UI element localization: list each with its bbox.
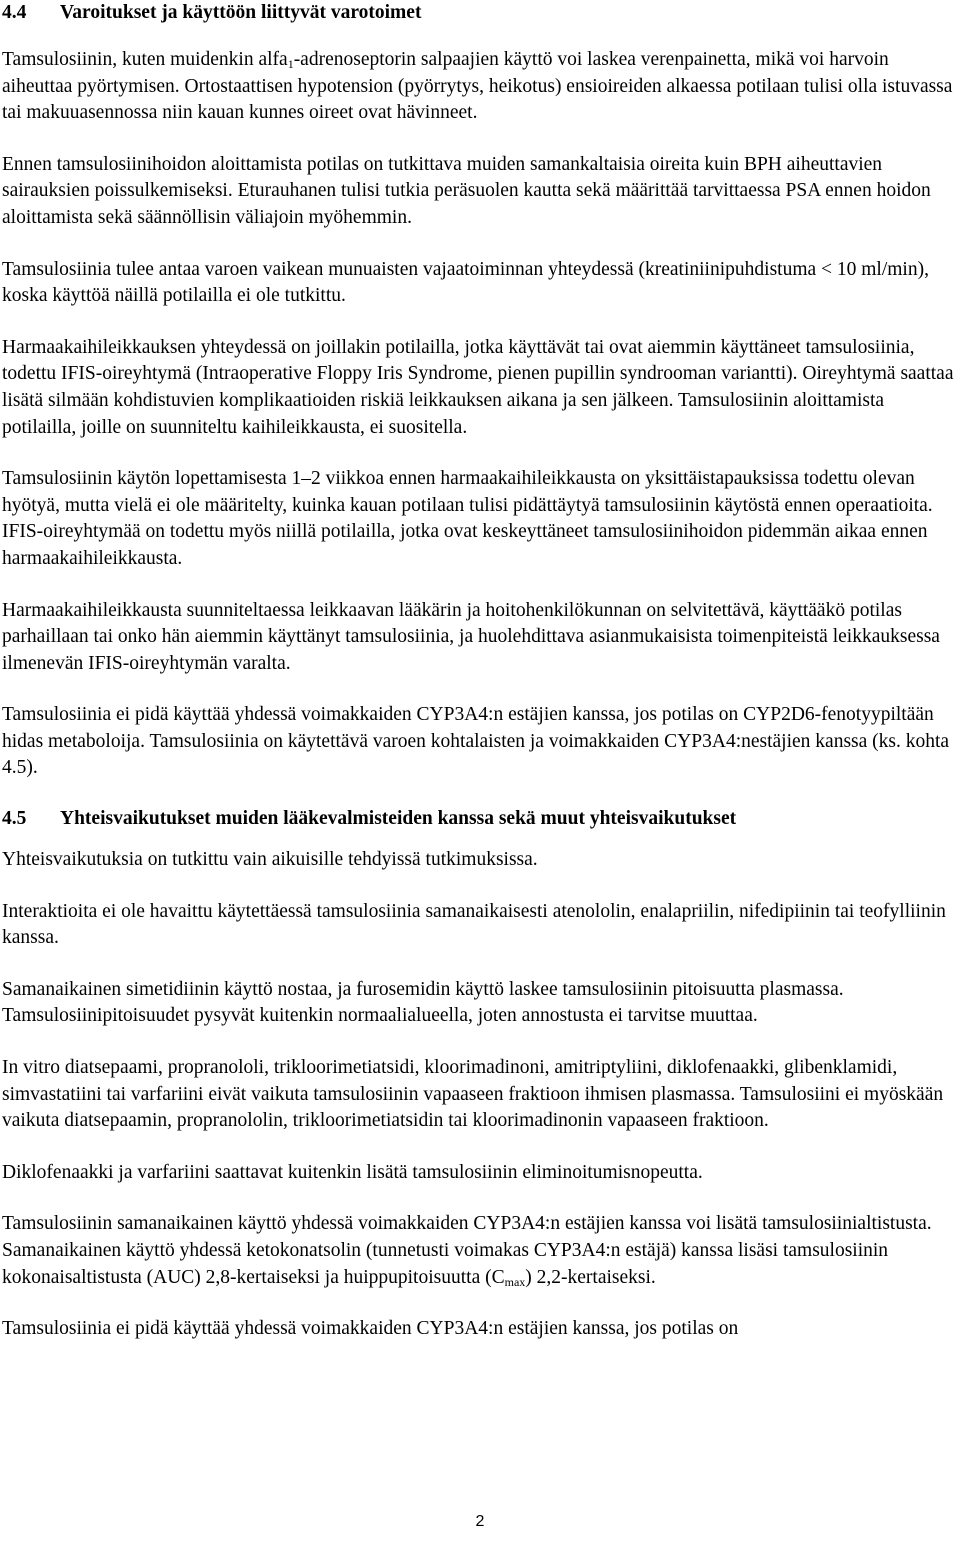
- section-heading-4-5: [2, 806, 960, 832]
- section-title: Yhteisvaikutukset muiden lääkevalmisteiden kanssa sekä muut yhteisvaikutukset: [60, 808, 737, 830]
- paragraph: Tamsulosiinia tulee antaa varoen vaikean munuaisten vajaatoiminnan yhteydessä (kreatiniinipuhdistuma < 10 ml/min), koska käyttöä näillä potilailla ei ole tutkittu.: [2, 258, 929, 307]
- paragraph-text: ) 2,2-kertaiseksi.: [525, 1266, 656, 1288]
- paragraph: In vitro diatsepaami, propranololi, trikloorimetiatsidi, kloorimadinoni, amitriptyliini, diklofenaakki, glibenklamidi, simvastatiini tai varfariini eivät vaikuta tamsulosiinin vapaaseen fraktioon ihmisen plasmassa. Tamsulosiini ei myöskään vaikuta diatsepaamin, propranololin, trikloorimetiatsidin tai kloorimadinonin vapaaseen fraktioon.: [2, 1057, 944, 1132]
- paragraph: Tamsulosiinia ei pidä käyttää yhdessä voimakkaiden CYP3A4:n estäjien kanssa, jos potilas on CYP2D6-fenotyypiltään hidas metaboloija. Tamsulosiinia on käytettävä varoen kohtalaisten ja voimakkaiden CYP3A4:nestäjien kanssa (ks. kohta 4.5).: [2, 704, 950, 779]
- paragraph-text: Tamsulosiinin, kuten muidenkin alfa: [2, 49, 288, 70]
- paragraph: Yhteisvaikutuksia on tutkittu vain aikuisille tehdyissä tutkimuksissa.: [2, 849, 538, 871]
- paragraph: Harmaakaihileikkausta suunniteltaessa leikkaavan lääkärin ja hoitohenkilökunnan on selvitettävä, käyttääkö potilas parhaillaan tai onko hän aiemmin käyttänyt tamsulosiinia, ja huolehdittava asianmukaisista toimenpiteistä leikkauksessa ilmenevän IFIS-oireyhtymän varalta.: [2, 599, 940, 674]
- section-heading-4-4: [2, 0, 960, 26]
- section-number: 4.4: [2, 2, 27, 23]
- paragraph: Tamsulosiinin käytön lopettamisesta 1–2 viikkoa ennen harmaakaihileikkausta on yksittäistapauksissa todettu olevan hyötyä, mutta vielä ei ole määritelty, kuinka kauan potilaan tulisi pidättäytyä tamsulosiinin käytöstä ennen operaatioita. IFIS-oireyhtymää on todettu myös niillä potilailla, jotka ovat keskeyttäneet tamsulosiinihoidon pidemmän aikaa ennen harmaakaihileikkausta.: [2, 468, 933, 569]
- paragraph: [2, 1211, 960, 1291]
- paragraph: Samanaikainen simetidiinin käyttö nostaa, ja furosemidin käyttö laskee tamsulosiinin pitoisuutta plasmassa. Tamsulosiinipitoisuudet pysyvät kuitenkin normaalialueella, joten annostusta ei tarvitse muuttaa.: [2, 978, 844, 1027]
- paragraph-text: -adrenoseptorin salpaajien käyttö voi laskea verenpainetta, mikä voi harvoin aiheuttaa pyörtymisen. Ortostaattisen hypotension (pyörrytys, heikotus) ensioireiden alkaessa potilaan tulisi olla istuvassa tai makuuasennossa niin kauan kunnes oireet ovat hävinneet.: [2, 49, 953, 124]
- subscript: 1: [287, 57, 294, 71]
- paragraph: Interaktioita ei ole havaittu käytettäessä tamsulosiinia samanaikaisesti atenololin, enalapriilin, nifedipiinin tai teofylliinin kanssa.: [2, 900, 946, 949]
- section-title: Varoitukset ja käyttöön liittyvät varotoimet: [60, 2, 422, 23]
- section-number: 4.5: [2, 808, 27, 830]
- paragraph: Tamsulosiinia ei pidä käyttää yhdessä voimakkaiden CYP3A4:n estäjien kanssa, jos potilas on: [2, 1318, 739, 1340]
- paragraph: Harmaakaihileikkauksen yhteydessä on joillakin potilailla, jotka käyttävät tai ovat aiemmin käyttäneet tamsulosiinia, todettu IFIS-oireyhtymä (Intraoperative Floppy Iris Syndrome, pienen pupillin syndrooman variantti). Oireyhtymä saattaa lisätä silmään kohdistuvien komplikaatioiden riskiä leikkauksen aikana ja sen jälkeen. Tamsulosiinin aloittamista potilailla, joille on suunniteltu kaihileikkausta, ei suositella.: [2, 336, 954, 438]
- paragraph: [2, 47, 960, 127]
- document-body: [2, 0, 960, 1343]
- paragraph: Diklofenaakki ja varfariini saattavat kuitenkin lisätä tamsulosiinin eliminoitumisnopeutta.: [2, 1161, 703, 1183]
- paragraph-text: Tamsulosiinin samanaikainen käyttö yhdessä voimakkaiden CYP3A4:n estäjien kanssa voi lisätä tamsulosiinialtistusta. Samanaikainen käyttö yhdessä ketokonatsolin (tunnetusti voimakas CYP3A4:n estäjä) kanssa lisäsi tamsulosiinin kokonaisaltistusta (AUC) 2,8-kertaiseksi ja huippupitoisuutta (C: [2, 1213, 932, 1288]
- subscript: max: [504, 1274, 526, 1289]
- paragraph: Ennen tamsulosiinihoidon aloittamista potilas on tutkittava muiden samankaltaisia oireita kuin BPH aiheuttavien sairauksien poissulkemiseksi. Eturauhanen tulisi tutkia peräsuolen kautta sekä määrittää tarvittaessa PSA ennen hoidon aloittamista sekä säännöllisin väliajoin myöhemmin.: [2, 153, 931, 228]
- page-number: 2: [475, 1513, 485, 1530]
